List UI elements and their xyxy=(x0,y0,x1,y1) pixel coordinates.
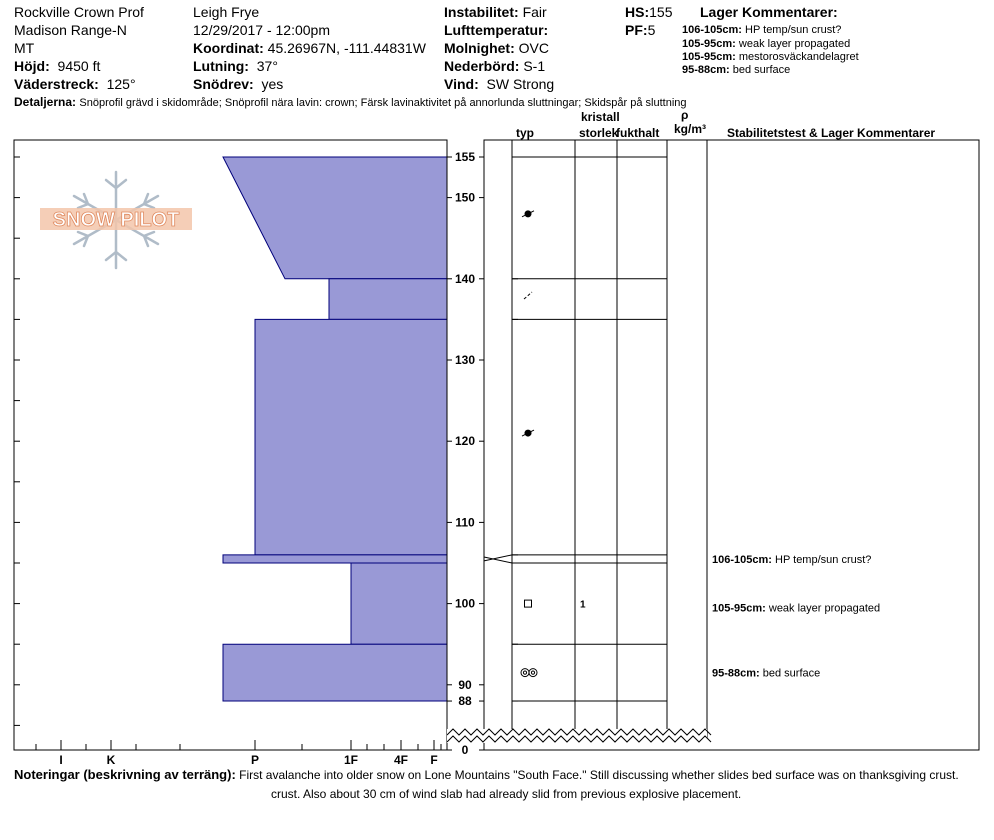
stability-comment-range: 106-105cm: xyxy=(712,553,775,566)
col-rho: ρ xyxy=(681,108,689,122)
height-label: 130 xyxy=(454,353,476,367)
height-label: 88 xyxy=(458,694,472,709)
crystal-mf-symbol xyxy=(529,669,537,677)
layer-comment-range: 95-88cm: xyxy=(682,64,730,76)
crystal-mf-symbol xyxy=(521,669,529,677)
location-name: Rockville Crown Prof xyxy=(14,4,144,20)
state-name: MT xyxy=(14,40,35,56)
slope-value: 37° xyxy=(256,58,278,74)
stability-comment xyxy=(712,668,820,680)
precip-value: S-1 xyxy=(523,58,546,74)
col-size: storlek xyxy=(579,126,619,140)
hardness-layer xyxy=(223,157,447,279)
wind-label: Vind: xyxy=(444,76,479,92)
airtemp-label: Lufttemperatur: xyxy=(444,22,549,38)
col-type: typ xyxy=(516,126,534,140)
stability-comment-text: HP temp/sun crust? xyxy=(775,553,872,566)
height-label: 100 xyxy=(454,596,476,611)
notes-label: Noteringar (beskrivning av terräng): xyxy=(14,767,236,782)
height-label: 120 xyxy=(454,434,476,449)
aspect-label: Väderstreck: xyxy=(14,76,99,92)
stability-comment-text: bed surface xyxy=(762,667,821,680)
layer-comment-text: HP temp/sun crust? xyxy=(745,24,842,36)
pf-label: PF: xyxy=(625,22,648,38)
stability-comment-range: 105-95cm: xyxy=(712,602,769,615)
hardness-label: P xyxy=(250,753,260,767)
slope-label: Lutning: xyxy=(193,58,249,74)
observer: Leigh Frye xyxy=(193,4,260,20)
height-label: 110 xyxy=(455,515,475,530)
notes-line2: crust. Also about 30 cm of wind slab had already slid from previous explosive placement. xyxy=(271,787,742,801)
layer-comments-title: Lager Kommentarer: xyxy=(700,4,838,20)
sky-value: OVC xyxy=(518,40,549,56)
height-label: 150 xyxy=(454,190,476,205)
range-name: Madison Range-N xyxy=(14,22,127,38)
elevation-value: 9450 ft xyxy=(57,58,101,74)
height-label: 90 xyxy=(458,677,472,692)
hardness-layer xyxy=(255,319,447,554)
col-moisture: fukthalt xyxy=(616,126,660,140)
col-density-unit: kg/m³ xyxy=(674,122,707,136)
details-label: Detaljerna: xyxy=(14,95,77,109)
axis-break-gap xyxy=(447,729,707,743)
crystal-df-symbol xyxy=(524,292,532,299)
elevation-label: Höjd: xyxy=(14,58,50,74)
hardness-label: K xyxy=(106,753,116,767)
height-label: 0 xyxy=(461,743,469,757)
hardness-layer xyxy=(329,279,447,320)
crystal-size-label: 1 xyxy=(580,599,586,611)
hs-label: HS: xyxy=(625,4,650,20)
drift-value: yes xyxy=(261,76,284,92)
drift-label: Snödrev: xyxy=(193,76,254,92)
stability-comment xyxy=(712,603,880,615)
snowpilot-logo xyxy=(36,170,196,270)
stability-comment-text: weak layer propagated xyxy=(768,602,881,615)
notes xyxy=(14,767,959,782)
hardness-layer xyxy=(223,555,447,563)
hardness-label: F xyxy=(430,753,438,767)
hardness-label: 1F xyxy=(343,753,359,767)
layer-comment-range: 106-105cm: xyxy=(682,24,742,36)
layer-comment-range: 105-95cm: xyxy=(682,51,736,63)
precip-label: Nederbörd: xyxy=(444,58,520,74)
stability-label: Instabilitet: xyxy=(444,4,519,20)
pf-value: 5 xyxy=(647,22,656,38)
stability-comment-range: 95-88cm: xyxy=(712,667,763,680)
col-stability: Stabilitetstest & Lager Kommentarer xyxy=(727,126,936,140)
height-label: 155 xyxy=(454,150,476,164)
snowpilot-logo-text: SNOW PILOT xyxy=(52,209,180,231)
profile-table-frame xyxy=(484,140,979,750)
layer-comment-range: 105-95cm: xyxy=(682,38,736,50)
height-label: 140 xyxy=(454,271,476,286)
coord-label: Koordinat: xyxy=(193,40,264,56)
aspect-value: 125° xyxy=(106,76,136,92)
wind-value: SW Strong xyxy=(486,76,555,92)
crystal-mf-symbol xyxy=(531,671,534,674)
details-text: Snöprofil grävd i skidområde; Snöprofil nära lavin: crown; Färsk lavinaktivitet på annorlunda sluttningar; Skidspår på sluttning xyxy=(79,97,687,109)
hardness-label: 4F xyxy=(393,753,409,767)
hardness-label: I xyxy=(59,753,63,767)
col-crystal: kristall xyxy=(581,110,620,124)
coord-value: 45.26967N, -111.44831W xyxy=(267,40,426,56)
layer-comment-text: mestorosväckandelagret xyxy=(738,51,859,63)
crystal-mf-symbol xyxy=(523,671,526,674)
stability-comment xyxy=(712,554,871,566)
stability-value: Fair xyxy=(522,4,547,20)
sky-label: Molnighet: xyxy=(444,40,515,56)
hs-value: 155 xyxy=(649,4,673,20)
notes-line1: First avalanche into older snow on Lone Mountains "South Face." Still discussing whether slides bed surface was on thanksgiving crust. xyxy=(239,768,959,782)
hardness-layer xyxy=(351,563,447,644)
datetime: 12/29/2017 - 12:00pm xyxy=(193,22,330,38)
crystal-fc-symbol xyxy=(525,600,532,607)
layer-comment-text: bed surface xyxy=(732,64,791,76)
hardness-layer xyxy=(223,644,447,701)
layer-comment-text: weak layer propagated xyxy=(738,38,851,50)
